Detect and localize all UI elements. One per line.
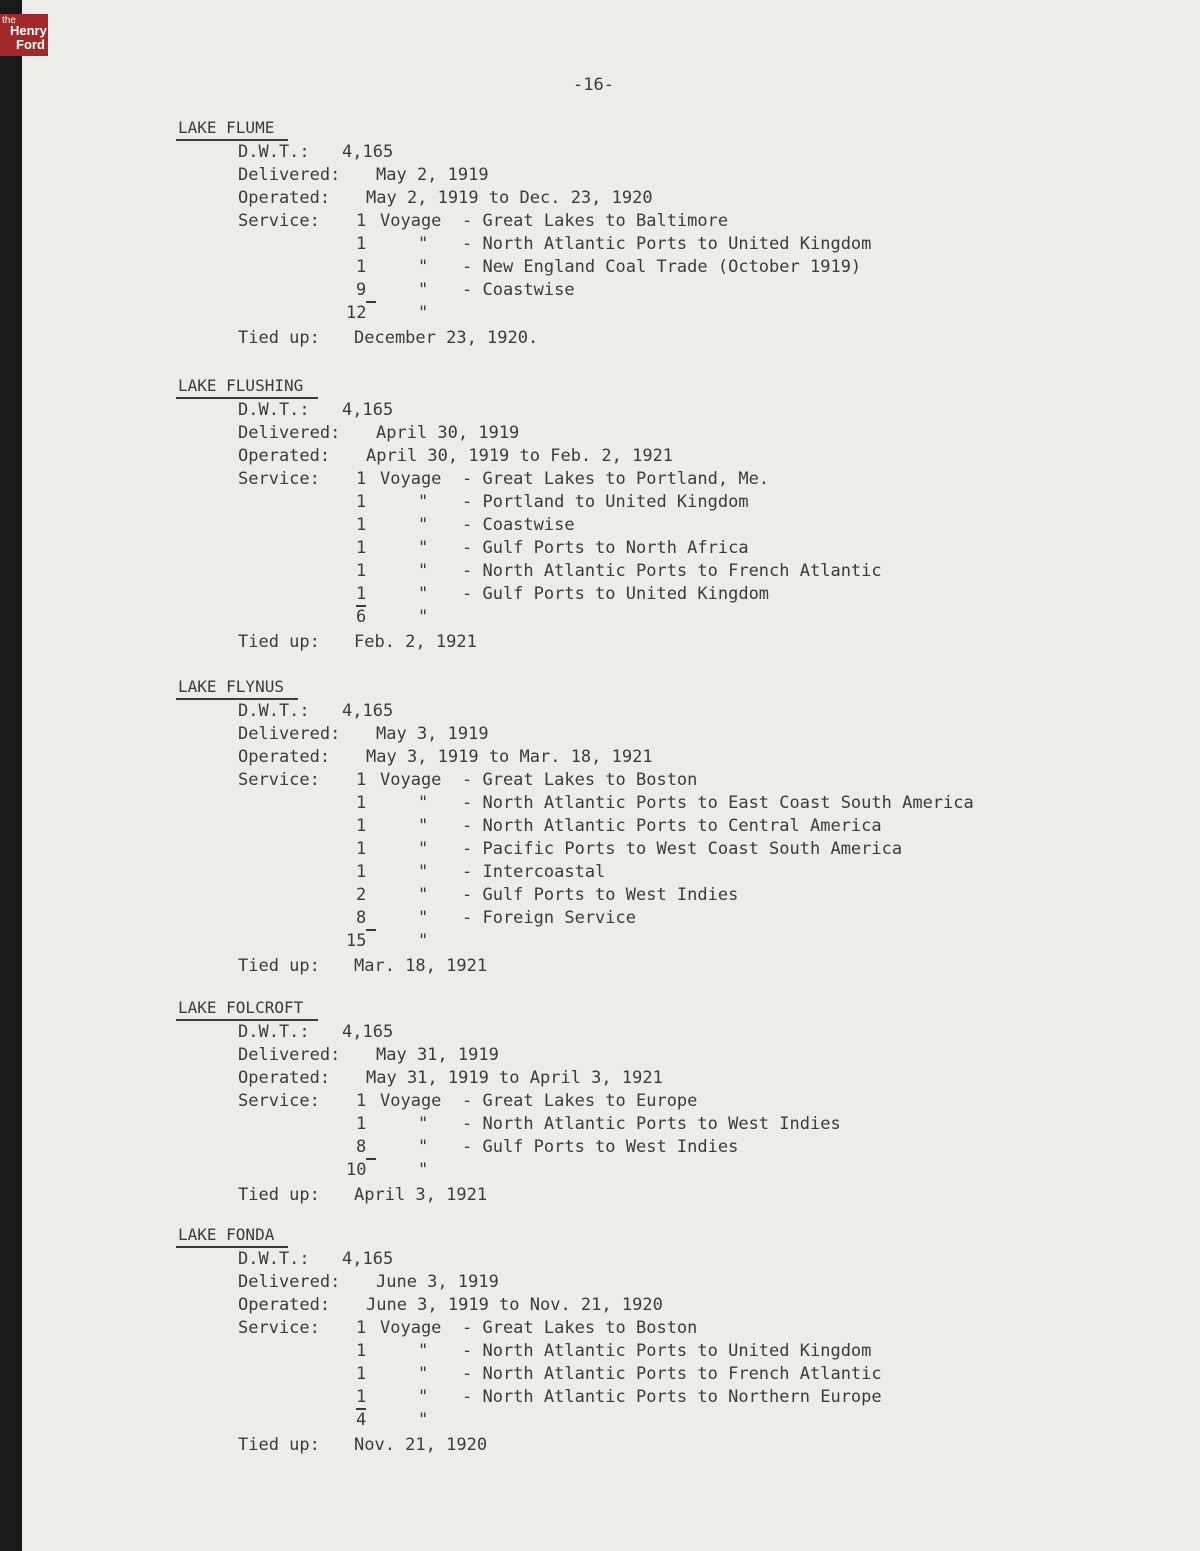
voyage-unit: Voyage bbox=[380, 211, 442, 231]
voyage-total-unit: " bbox=[418, 607, 429, 627]
voyage-unit: " bbox=[418, 257, 429, 277]
voyage-total-count: 4 bbox=[356, 1410, 367, 1430]
voyage-description: - Gulf Ports to West Indies bbox=[462, 885, 739, 905]
dwt-value: 4,165 bbox=[342, 400, 394, 420]
total-bar bbox=[366, 929, 376, 931]
operated-value: May 3, 1919 to Mar. 18, 1921 bbox=[366, 747, 653, 767]
voyage-unit: " bbox=[418, 492, 429, 512]
voyage-unit: " bbox=[418, 280, 429, 300]
voyage-unit: " bbox=[418, 561, 429, 581]
service-label: Service: bbox=[238, 469, 320, 489]
voyage-count: 1 bbox=[356, 1114, 367, 1134]
dwt-label: D.W.T.: bbox=[238, 701, 310, 721]
operated-label: Operated: bbox=[238, 1068, 331, 1088]
voyage-description: - Gulf Ports to North Africa bbox=[462, 538, 749, 558]
delivered-value: May 2, 1919 bbox=[376, 165, 489, 185]
voyage-unit: " bbox=[418, 1114, 429, 1134]
voyage-unit: " bbox=[418, 839, 429, 859]
ship-name: LAKE FONDA bbox=[178, 1225, 275, 1244]
dwt-value: 4,165 bbox=[342, 701, 394, 721]
tied-up-label: Tied up: bbox=[238, 1185, 320, 1205]
delivered-value: June 3, 1919 bbox=[376, 1272, 499, 1292]
dwt-value: 4,165 bbox=[342, 1249, 394, 1269]
voyage-count: 1 bbox=[356, 234, 367, 254]
dwt-label: D.W.T.: bbox=[238, 142, 310, 162]
ship-name-underline bbox=[176, 1019, 318, 1021]
dwt-value: 4,165 bbox=[342, 142, 394, 162]
ship-name-underline bbox=[176, 139, 288, 141]
voyage-description: - Coastwise bbox=[462, 280, 575, 300]
delivered-value: May 31, 1919 bbox=[376, 1045, 499, 1065]
voyage-count: 8 bbox=[356, 1137, 367, 1157]
voyage-count: 1 bbox=[356, 257, 367, 277]
voyage-count: 1 bbox=[356, 793, 367, 813]
voyage-description: - Great Lakes to Portland, Me. bbox=[462, 469, 770, 489]
voyage-unit: " bbox=[418, 793, 429, 813]
dwt-label: D.W.T.: bbox=[238, 1249, 310, 1269]
ship-name: LAKE FLUME bbox=[178, 118, 275, 137]
voyage-description: - North Atlantic Ports to French Atlantic bbox=[462, 1364, 882, 1384]
ship-name-underline bbox=[176, 698, 298, 700]
operated-label: Operated: bbox=[238, 188, 331, 208]
tied-up-label: Tied up: bbox=[238, 632, 320, 652]
voyage-description: - Gulf Ports to West Indies bbox=[462, 1137, 739, 1157]
voyage-description: - Great Lakes to Baltimore bbox=[462, 211, 729, 231]
voyage-count: 1 bbox=[356, 839, 367, 859]
delivered-value: May 3, 1919 bbox=[376, 724, 489, 744]
voyage-count: 2 bbox=[356, 885, 367, 905]
voyage-count: 1 bbox=[356, 211, 367, 231]
voyage-description: - Great Lakes to Boston bbox=[462, 1318, 698, 1338]
voyage-unit: " bbox=[418, 515, 429, 535]
voyage-count: 1 bbox=[356, 469, 367, 489]
ship-name: LAKE FLYNUS bbox=[178, 677, 284, 696]
voyage-count: 1 bbox=[356, 1341, 367, 1361]
service-label: Service: bbox=[238, 211, 320, 231]
voyage-description: - North Atlantic Ports to French Atlantic bbox=[462, 561, 882, 581]
voyage-description: - North Atlantic Ports to Northern Europe bbox=[462, 1387, 882, 1407]
voyage-description: - North Atlantic Ports to West Indies bbox=[462, 1114, 841, 1134]
page-number: -16- bbox=[573, 75, 614, 95]
voyage-description: - Pacific Ports to West Coast South America bbox=[462, 839, 903, 859]
tied-up-value: December 23, 1920. bbox=[354, 328, 539, 348]
voyage-total-unit: " bbox=[418, 1410, 429, 1430]
voyage-description: - Gulf Ports to United Kingdom bbox=[462, 584, 770, 604]
ship-name-underline bbox=[176, 1246, 288, 1248]
service-label: Service: bbox=[238, 770, 320, 790]
delivered-label: Delivered: bbox=[238, 1272, 341, 1292]
voyage-description: - North Atlantic Ports to East Coast South America bbox=[462, 793, 974, 813]
total-bar bbox=[366, 301, 376, 303]
voyage-unit: Voyage bbox=[380, 1318, 442, 1338]
tied-up-value: Feb. 2, 1921 bbox=[354, 632, 477, 652]
voyage-description: - Portland to United Kingdom bbox=[462, 492, 749, 512]
operated-label: Operated: bbox=[238, 446, 331, 466]
tied-up-label: Tied up: bbox=[238, 956, 320, 976]
voyage-count: 1 bbox=[356, 1364, 367, 1384]
operated-label: Operated: bbox=[238, 1295, 331, 1315]
voyage-total-count: 15 bbox=[346, 931, 367, 951]
voyage-total-unit: " bbox=[418, 931, 429, 951]
dwt-value: 4,165 bbox=[342, 1022, 394, 1042]
operated-label: Operated: bbox=[238, 747, 331, 767]
tied-up-value: Mar. 18, 1921 bbox=[354, 956, 488, 976]
voyage-count: 1 bbox=[356, 538, 367, 558]
voyage-count: 1 bbox=[356, 770, 367, 790]
voyage-unit: Voyage bbox=[380, 770, 442, 790]
voyage-description: - North Atlantic Ports to Central America bbox=[462, 816, 882, 836]
voyage-unit: " bbox=[418, 1341, 429, 1361]
voyage-unit: " bbox=[418, 1364, 429, 1384]
voyage-total-count: 12 bbox=[346, 303, 367, 323]
voyage-description: - New England Coal Trade (October 1919) bbox=[462, 257, 862, 277]
voyage-description: - Great Lakes to Europe bbox=[462, 1091, 698, 1111]
voyage-count: 1 bbox=[356, 1091, 367, 1111]
voyage-unit: " bbox=[418, 885, 429, 905]
voyage-description: - Great Lakes to Boston bbox=[462, 770, 698, 790]
service-label: Service: bbox=[238, 1318, 320, 1338]
voyage-total-count: 6 bbox=[356, 607, 367, 627]
tied-up-value: April 3, 1921 bbox=[354, 1185, 488, 1205]
voyage-unit: " bbox=[418, 1137, 429, 1157]
delivered-label: Delivered: bbox=[238, 1045, 341, 1065]
logo-line-1: the bbox=[2, 15, 16, 26]
service-label: Service: bbox=[238, 1091, 320, 1111]
voyage-count: 1 bbox=[356, 1387, 367, 1407]
voyage-description: - Intercoastal bbox=[462, 862, 606, 882]
document-page bbox=[22, 0, 1200, 1551]
voyage-count: 1 bbox=[356, 862, 367, 882]
voyage-description: - Foreign Service bbox=[462, 908, 636, 928]
delivered-label: Delivered: bbox=[238, 724, 341, 744]
voyage-total-unit: " bbox=[418, 1160, 429, 1180]
voyage-count: 8 bbox=[356, 908, 367, 928]
total-bar bbox=[366, 1158, 376, 1160]
voyage-unit: " bbox=[418, 584, 429, 604]
delivered-value: April 30, 1919 bbox=[376, 423, 520, 443]
voyage-unit: Voyage bbox=[380, 469, 442, 489]
tied-up-label: Tied up: bbox=[238, 1435, 320, 1455]
ship-name-underline bbox=[176, 397, 318, 399]
voyage-count: 1 bbox=[356, 492, 367, 512]
logo-line-3: Ford bbox=[16, 37, 45, 52]
operated-value: May 31, 1919 to April 3, 1921 bbox=[366, 1068, 663, 1088]
dwt-label: D.W.T.: bbox=[238, 400, 310, 420]
voyage-unit: " bbox=[418, 816, 429, 836]
voyage-count: 1 bbox=[356, 816, 367, 836]
ship-name: LAKE FOLCROFT bbox=[178, 998, 304, 1017]
voyage-unit: " bbox=[418, 908, 429, 928]
voyage-total-unit: " bbox=[418, 303, 429, 323]
voyage-count: 1 bbox=[356, 584, 367, 604]
voyage-count: 1 bbox=[356, 561, 367, 581]
voyage-unit: " bbox=[418, 234, 429, 254]
operated-value: May 2, 1919 to Dec. 23, 1920 bbox=[366, 188, 653, 208]
delivered-label: Delivered: bbox=[238, 423, 341, 443]
voyage-unit: Voyage bbox=[380, 1091, 442, 1111]
henry-ford-logo bbox=[0, 14, 48, 56]
tied-up-label: Tied up: bbox=[238, 328, 320, 348]
voyage-unit: " bbox=[418, 538, 429, 558]
voyage-total-count: 10 bbox=[346, 1160, 367, 1180]
delivered-label: Delivered: bbox=[238, 165, 341, 185]
operated-value: June 3, 1919 to Nov. 21, 1920 bbox=[366, 1295, 663, 1315]
voyage-description: - North Atlantic Ports to United Kingdom bbox=[462, 234, 872, 254]
voyage-count: 1 bbox=[356, 515, 367, 535]
voyage-count: 9 bbox=[356, 280, 367, 300]
voyage-description: - Coastwise bbox=[462, 515, 575, 535]
voyage-description: - North Atlantic Ports to United Kingdom bbox=[462, 1341, 872, 1361]
dwt-label: D.W.T.: bbox=[238, 1022, 310, 1042]
voyage-unit: " bbox=[418, 1387, 429, 1407]
voyage-count: 1 bbox=[356, 1318, 367, 1338]
operated-value: April 30, 1919 to Feb. 2, 1921 bbox=[366, 446, 674, 466]
ship-name: LAKE FLUSHING bbox=[178, 376, 304, 395]
voyage-unit: " bbox=[418, 862, 429, 882]
logo-line-2: Henry bbox=[10, 23, 47, 38]
tied-up-value: Nov. 21, 1920 bbox=[354, 1435, 488, 1455]
